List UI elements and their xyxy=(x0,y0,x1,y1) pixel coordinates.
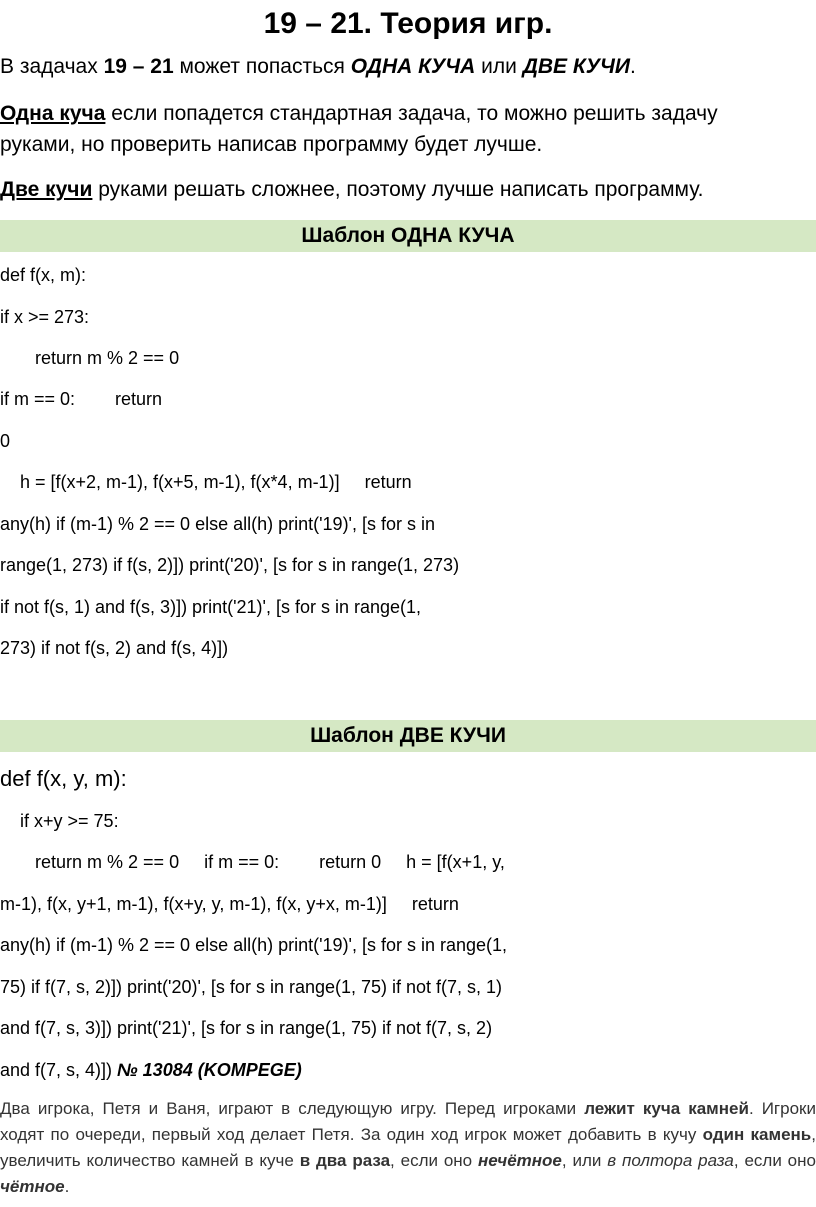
code-line xyxy=(0,1058,302,1082)
intro-text: если попадется стандартная задача, то можно решить задачу xyxy=(105,102,718,125)
task-emphasis: один камень xyxy=(702,1125,812,1144)
intro-paragraph-2-cont: руками, но проверить написав программу будет лучше. xyxy=(0,133,543,156)
one-heap-label: Одна куча xyxy=(0,102,106,125)
code-line: any(h) if (m-1) % 2 == 0 else all(h) print('19)', [s for s in range(1, xyxy=(0,935,508,955)
code-line: 0 xyxy=(0,431,11,451)
code-line: and f(7, s, 3)]) print('21)', [s for s in range(1, 75) if not f(7, s, 2) xyxy=(0,1018,493,1038)
intro-paragraph-2 xyxy=(0,98,816,129)
task-text: . Игроки ходят по очереди, первый ход делает Петя. За один ход игрок может добавить в кучу xyxy=(0,1099,816,1144)
intro-text: . xyxy=(629,55,636,78)
task-text: , если оно xyxy=(733,1151,816,1170)
intro-text: руками решать сложнее, поэтому лучше написать программу. xyxy=(92,178,704,201)
two-heaps-label: Две кучи xyxy=(0,178,93,201)
two-heaps-term: ДВЕ КУЧИ xyxy=(522,55,630,78)
code-line: return m % 2 == 0 if m == 0: return 0 h = [f(x+1, y, xyxy=(0,852,505,872)
intro-paragraph-1 xyxy=(0,51,816,82)
code-line: if m == 0: return xyxy=(0,389,163,409)
intro-paragraph-3 xyxy=(0,174,816,205)
page-title: 19 – 21. Теория игр. xyxy=(263,7,553,40)
task-text: Два игрока, Петя и Ваня, играют в следующую игру. Перед игроками xyxy=(0,1099,585,1118)
code-text: and f(7, s, 4)]) xyxy=(0,1060,118,1080)
task-emphasis: нечётное xyxy=(478,1151,562,1170)
task-emphasis: в два раза xyxy=(299,1151,391,1170)
code-line: if not f(s, 1) and f(s, 3)]) print('21)', [s for s in range(1, xyxy=(0,597,422,617)
one-heap-header: Шаблон ОДНА КУЧА xyxy=(0,220,816,252)
code-line: def f(x, m): xyxy=(0,265,87,285)
task-text: . xyxy=(64,1177,70,1196)
code-line: 273) if not f(s, 2) and f(s, 4)]) xyxy=(0,638,229,658)
intro-text: может попасться xyxy=(173,55,351,78)
tasks-range: 19 – 21 xyxy=(103,55,174,78)
code-line: def f(x, y, m): xyxy=(0,766,127,791)
code-line: if x >= 273: xyxy=(0,307,90,327)
code-line: h = [f(x+2, m-1), f(x+5, m-1), f(x*4, m-1)] return xyxy=(0,472,412,492)
task-emphasis: чётное xyxy=(0,1177,65,1196)
one-heap-term: ОДНА КУЧА xyxy=(350,55,476,78)
code-line: range(1, 273) if f(s, 2)]) print('20)', [s for s in range(1, 273) xyxy=(0,555,460,575)
code-line: return m % 2 == 0 xyxy=(0,348,180,368)
task-emphasis: лежит куча камней xyxy=(584,1099,749,1118)
task-number: № 13084 (KOMPEGE) xyxy=(117,1060,302,1080)
task-italic: в полтора раза xyxy=(607,1151,734,1170)
code-line: if x+y >= 75: xyxy=(0,811,119,831)
code-line: m-1), f(x, y+1, m-1), f(x+y, y, m-1), f(x, y+x, m-1)] return xyxy=(0,894,459,914)
task-text: , или xyxy=(561,1151,608,1170)
code-line: any(h) if (m-1) % 2 == 0 else all(h) print('19)', [s for s in xyxy=(0,514,436,534)
task-text: , увеличить количество камней в куче xyxy=(0,1125,816,1170)
intro-text: или xyxy=(475,55,523,78)
two-heaps-header: Шаблон ДВЕ КУЧИ xyxy=(0,720,816,752)
task-statement xyxy=(0,1096,816,1200)
task-text: , если оно xyxy=(390,1151,478,1170)
code-line: 75) if f(7, s, 2)]) print('20)', [s for s in range(1, 75) if not f(7, s, 1) xyxy=(0,977,503,997)
intro-text: В задачах xyxy=(0,55,104,78)
